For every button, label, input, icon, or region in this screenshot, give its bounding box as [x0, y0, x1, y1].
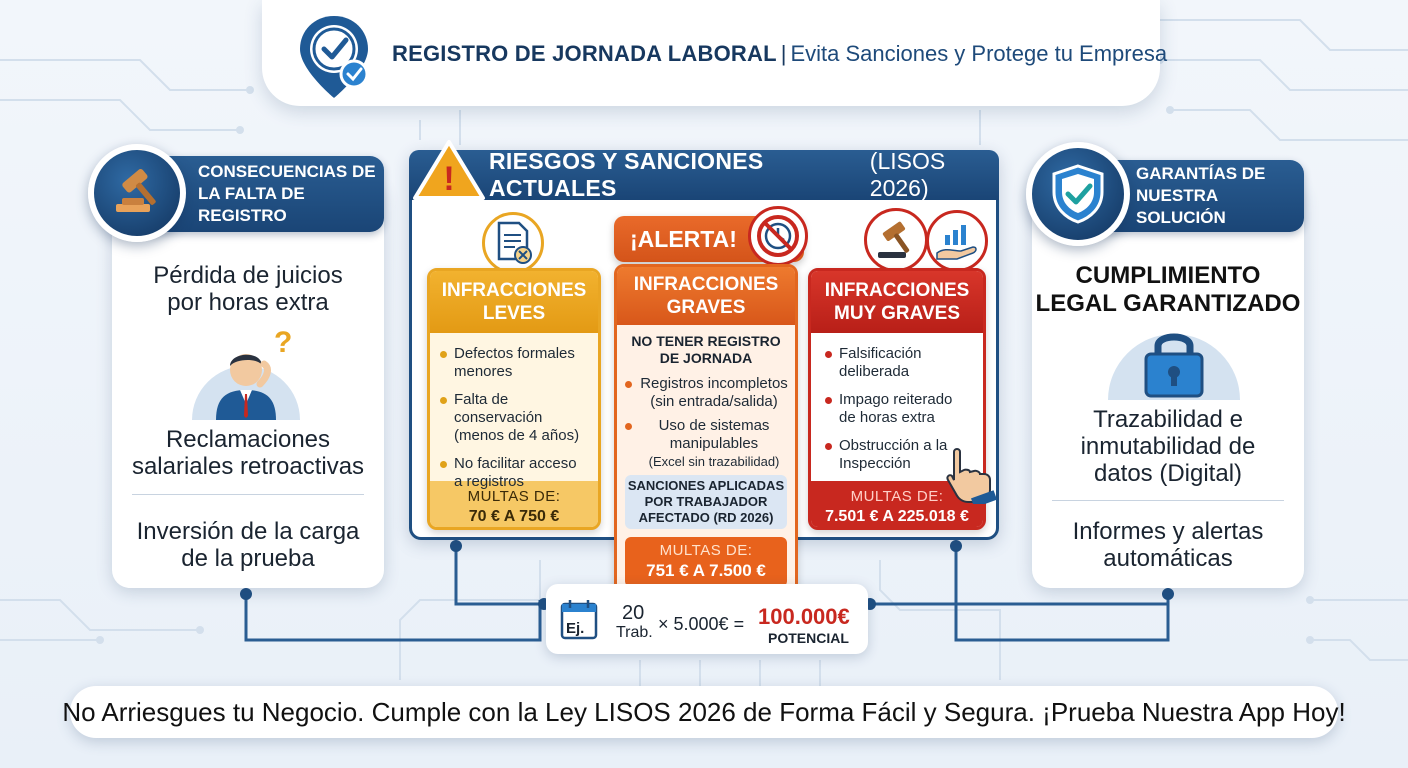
leves-list: [430, 333, 598, 490]
header: [262, 0, 1168, 106]
example-calculation: [546, 584, 868, 654]
header-title: [392, 41, 1167, 67]
no-clock-badge: [748, 206, 808, 266]
list-item: Obstrucción a la Inspección: [825, 437, 975, 473]
right-item-2: [1032, 518, 1304, 572]
shield-badge: [1026, 142, 1130, 246]
left-divider: [132, 494, 364, 495]
worried-businessman-icon: [190, 324, 302, 420]
graves-title-line2: GRAVES: [666, 297, 746, 318]
calendar-label: Ej.: [566, 620, 585, 637]
gavel-icon: [108, 164, 166, 222]
list-item: Registros incompletos (sin entrada/salida): [625, 375, 789, 411]
left-panel-title-line1: CONSECUENCIAS DE: [198, 162, 376, 181]
list-item: Uso de sistemas manipulables (Excel sin trazabilidad): [625, 417, 789, 471]
muy-graves-fine-label: MULTAS DE:: [850, 488, 944, 505]
left-item-1: [112, 262, 384, 316]
right-divider: [1052, 500, 1284, 501]
column-graves: [614, 264, 798, 598]
leves-title-line1: INFRACCIONES: [441, 280, 587, 301]
gavel-icon: [874, 220, 918, 260]
right-headline-line1: CUMPLIMIENTO: [1075, 262, 1261, 289]
left-item-1-line1: Pérdida de juicios: [153, 262, 343, 289]
graves-fine: [625, 537, 787, 587]
right-panel-title-line1: GARANTÍAS DE: [1136, 164, 1266, 183]
no-clock-icon: [755, 213, 801, 259]
right-item-2-line2: automáticas: [1103, 545, 1233, 572]
graves-title-line1: INFRACCIONES: [633, 274, 779, 295]
muy-graves-title-line1: INFRACCIONES: [824, 280, 970, 301]
right-panel-title-line2: NUESTRA SOLUCIÓN: [1136, 186, 1226, 227]
left-item-2-line1: Reclamaciones: [165, 426, 331, 453]
graves-lead: NO TENER REGISTRO DE JORNADA: [631, 333, 781, 366]
cta-text: No Arriesgues tu Negocio. Cumple con la Ley LISOS 2026 de Forma Fácil y Segura. ¡Prueba Nuestra App Hoy!: [62, 696, 1346, 727]
graves-fine-label: MULTAS DE:: [659, 542, 753, 559]
left-item-3-line1: Inversión de la carga: [136, 518, 360, 545]
header-title-strong: REGISTRO DE JORNADA LABORAL: [392, 41, 777, 66]
right-item-1-line2: inmutabilidad de: [1080, 433, 1256, 460]
leves-icon-badge: [482, 212, 544, 274]
question-mark: ?: [274, 326, 293, 359]
graves-note: SANCIONES APLICADAS POR TRABAJADOR AFECTADO (RD 2026): [625, 475, 787, 529]
graves-fine-amount: 751 € A 7.500 €: [646, 561, 766, 580]
graves-list: [617, 367, 795, 471]
list-item: Impago reiterado de horas extra: [825, 391, 975, 427]
total-label: POTENCIAL: [768, 630, 849, 646]
workers-num: 20: [622, 602, 645, 624]
muy-graves-chart-badge: [926, 210, 988, 272]
cta-banner[interactable]: [62, 686, 1346, 738]
gavel-badge: [88, 144, 186, 242]
warning-triangle-icon: [412, 138, 486, 202]
right-item-1-line1: Trazabilidad e: [1093, 406, 1243, 433]
leves-title-line2: LEVES: [482, 303, 546, 324]
column-leves: [427, 268, 601, 530]
right-headline-line2: LEGAL GARANTIZADO: [1035, 290, 1301, 317]
graves-header: [617, 267, 795, 325]
header-separator: |: [780, 41, 787, 66]
list-item: Defectos formales menores: [440, 345, 590, 381]
list-item: Falsificación deliberada: [825, 345, 975, 381]
left-item-2-line2: salariales retroactivas: [131, 453, 365, 480]
muy-graves-gavel-badge: [864, 208, 928, 272]
risks-panel-header: [409, 150, 999, 200]
risks-title-paren: (LISOS 2026): [869, 148, 946, 201]
left-item-3: [112, 518, 384, 572]
left-panel-title-line2: LA FALTA DE REGISTRO: [198, 184, 305, 225]
right-headline: [1032, 262, 1304, 318]
muy-graves-fine-amount: 7.501 € A 225.018 €: [825, 508, 969, 525]
alert-label: ¡ALERTA!: [630, 225, 737, 252]
pointing-hand-icon: [944, 446, 1000, 504]
document-x-icon: [493, 221, 533, 265]
padlock-icon: [1108, 322, 1240, 400]
shield-check-icon: [1048, 162, 1108, 226]
right-item-2-line1: Informes y alertas: [1072, 518, 1264, 545]
left-item-3-line2: de la prueba: [181, 545, 315, 572]
muy-graves-header: [811, 271, 983, 333]
header-subtitle: Evita Sanciones y Protege tu Empresa: [790, 41, 1168, 66]
leves-fine-amount: 70 € A 750 €: [468, 508, 560, 525]
list-item: Falta de conservación (menos de 4 años): [440, 391, 590, 445]
list-item: No facilitar acceso a registros: [440, 455, 590, 491]
right-item-1-line3: datos (Digital): [1093, 460, 1243, 487]
left-item-2: [112, 426, 384, 480]
leves-header: [430, 271, 598, 333]
muy-graves-title-line2: MUY GRAVES: [834, 303, 960, 324]
hand-chart-icon: [935, 221, 979, 261]
workers-label: Trab.: [616, 624, 653, 641]
leves-fine-label: MULTAS DE:: [467, 488, 561, 505]
warning-mark: !: [443, 160, 455, 198]
left-item-1-line2: por horas extra: [167, 289, 329, 316]
clock-pin-check-icon: [296, 12, 372, 102]
total-amount: 100.000€: [758, 604, 850, 629]
right-item-1: [1032, 406, 1304, 487]
multiplier: × 5.000€ =: [658, 614, 745, 634]
risks-title: RIESGOS Y SANCIONES ACTUALES: [489, 148, 764, 201]
